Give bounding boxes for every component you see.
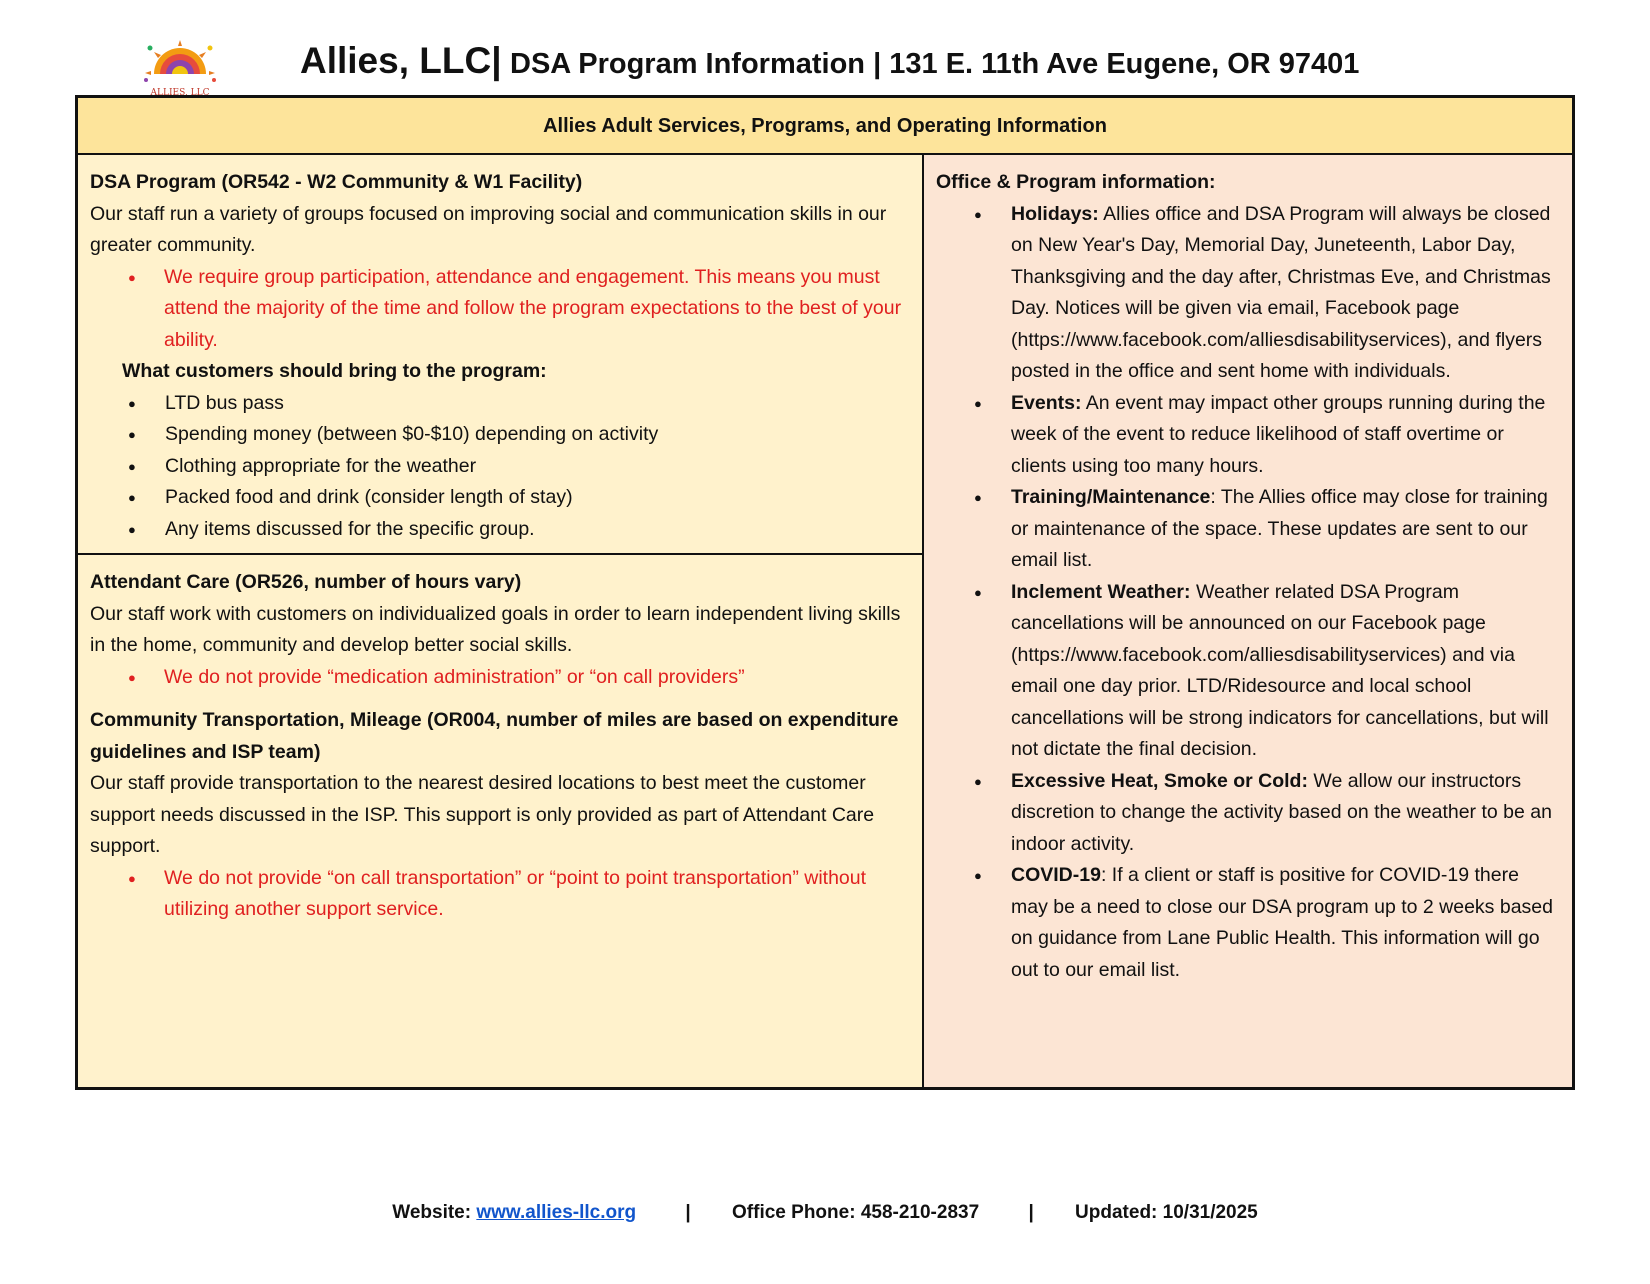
office-info-cell	[924, 155, 1572, 1087]
item-text: We allow our instructors discretion to change the activity based on the weather to be an indoor activity.	[1011, 769, 1552, 855]
list-item: ● Any items discussed for the specific group.	[90, 514, 910, 546]
item-text: An event may impact other groups running during the week of the event to reduce likelihood of staff overtime or clients using too many hours.	[1011, 391, 1546, 477]
transport-note-list	[90, 863, 910, 926]
office-item-events	[936, 388, 1560, 483]
office-item-holidays	[936, 199, 1560, 388]
item-text: Allies office and DSA Program will always be closed on New Year's Day, Memorial Day, Juneteenth, Labor Day, Thanksgiving and the day after, Christmas Eve, and Christmas Day. Notices will be given via email, Facebook page (https://www.facebook.com/alliesdisabilityservices), and flyers posted in the office and sent home with individuals.	[1011, 202, 1551, 382]
updated-date: Updated: 10/31/2025	[1075, 1202, 1258, 1223]
info-table	[75, 95, 1575, 1090]
office-item-covid	[936, 860, 1560, 986]
list-item: ● Packed food and drink (consider length of stay)	[90, 482, 910, 514]
attendant-note: ● We do not provide “medication administration” or “on call providers”	[90, 662, 910, 694]
website-label: Website:	[392, 1202, 477, 1223]
item-text: : If a client or staff is positive for COVID-19 there may be a need to close our DSA program up to 2 weeks based on guidance from Lane Public Health. This information will go out to our email list.	[1011, 864, 1553, 981]
office-item-weather	[936, 577, 1560, 766]
footer-separator: |	[685, 1202, 691, 1223]
item-label: COVID-19	[1011, 864, 1101, 886]
title-separator: |	[491, 40, 502, 81]
attendant-note-list	[90, 662, 910, 694]
page-footer	[0, 1202, 1650, 1224]
transport-title: Community Transportation, Mileage (OR004, number of miles are based on expenditure guidelines and ISP team)	[90, 709, 899, 763]
title-subtitle: DSA Program Information | 131 E. 11th Ave Eugene, OR 97401	[510, 48, 1360, 80]
list-item: ● LTD bus pass	[90, 388, 910, 420]
bring-title: What customers should bring to the program:	[122, 360, 547, 382]
office-title: Office & Program information:	[936, 171, 1216, 193]
table-heading: Allies Adult Services, Programs, and Operating Information	[78, 98, 1572, 155]
list-item: ● Clothing appropriate for the weather	[90, 451, 910, 483]
dsa-description: Our staff run a variety of groups focused on improving social and communication skills in our greater community.	[90, 202, 887, 256]
office-item-heat	[936, 766, 1560, 861]
item-label: Excessive Heat, Smoke or Cold:	[1011, 769, 1308, 792]
item-label: Training/Maintenance	[1011, 486, 1211, 508]
item-label: Holidays:	[1011, 202, 1099, 225]
item-label: Inclement Weather:	[1011, 580, 1191, 603]
page-header	[0, 30, 1650, 98]
item-label: Events:	[1011, 391, 1082, 414]
attendant-title: Attendant Care (OR526, number of hours vary)	[90, 571, 522, 593]
office-item-training	[936, 482, 1560, 577]
office-phone: Office Phone: 458-210-2837	[732, 1202, 980, 1223]
dsa-title: DSA Program (OR542 - W2 Community & W1 Facility)	[90, 171, 583, 193]
attendant-care-cell	[78, 555, 924, 1087]
office-list	[936, 199, 1560, 987]
transport-note: ● We do not provide “on call transportation” or “point to point transportation” without utilizing another support service.	[90, 863, 910, 926]
footer-separator: |	[1028, 1202, 1034, 1223]
allies-logo	[142, 40, 218, 98]
dsa-requirement: ● We require group participation, attendance and engagement. This means you must attend the majority of the time and follow the program expectations to the best of your ability.	[90, 262, 910, 357]
transport-description: Our staff provide transportation to the nearest desired locations to best meet the customer support needs discussed in the ISP. This support is only provided as part of Attendant Care support.	[90, 772, 875, 857]
dsa-requirement-list	[90, 262, 910, 357]
dsa-program-cell	[78, 155, 924, 555]
logo-caption: ALLIES, LLC	[150, 88, 210, 98]
bring-list	[90, 388, 910, 546]
sun-logo-icon	[142, 40, 218, 88]
list-item: ● Spending money (between $0-$10) depending on activity	[90, 419, 910, 451]
item-text: : The Allies office may close for training or maintenance of the space. These updates are sent to our email list.	[1011, 486, 1548, 571]
item-text: Weather related DSA Program cancellations will be announced on our Facebook page (https://www.facebook.com/alliesdisabilityservices) and via email one day prior. LTD/Ridesource and local school cancellations will be strong indicators for cancellations, but will not dictate the final decision.	[1011, 580, 1549, 760]
website-link[interactable]: www.allies-llc.org	[476, 1202, 637, 1223]
brand-name: Allies, LLC	[300, 40, 492, 81]
page-title	[300, 40, 1359, 82]
attendant-description: Our staff work with customers on individualized goals in order to learn independent living skills in the home, community and develop better social skills.	[90, 602, 901, 656]
